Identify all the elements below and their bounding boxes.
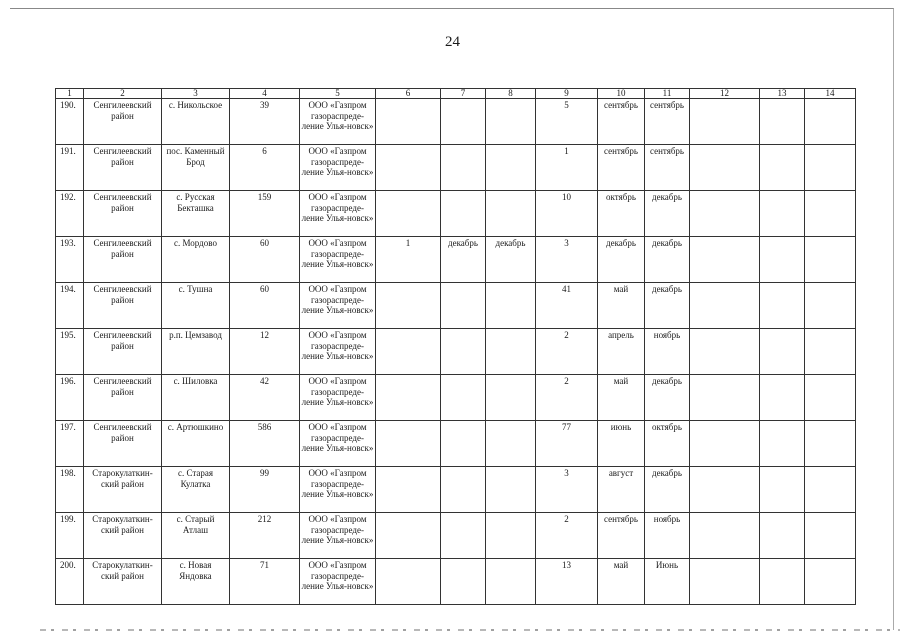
col11-cell: ноябрь: [645, 329, 690, 375]
scan-artifact: [40, 629, 900, 631]
table-row: [56, 283, 856, 329]
col8-cell: [486, 145, 536, 191]
col6-cell: [376, 467, 441, 513]
district-cell: Сенгилеевский район: [84, 329, 162, 375]
table-row: [56, 191, 856, 237]
table-row: [56, 421, 856, 467]
col10-cell: октябрь: [598, 191, 645, 237]
col12-cell: [690, 145, 760, 191]
col7-cell: [441, 375, 486, 421]
col11-cell: декабрь: [645, 237, 690, 283]
col11-cell: декабрь: [645, 375, 690, 421]
column-header: 10: [598, 89, 645, 99]
col7-cell: [441, 513, 486, 559]
count-cell: 159: [230, 191, 300, 237]
col14-cell: [805, 145, 856, 191]
col12-cell: [690, 467, 760, 513]
district-cell: Сенгилеевский район: [84, 191, 162, 237]
column-header: 13: [760, 89, 805, 99]
district-cell: Сенгилеевский район: [84, 237, 162, 283]
col11-cell: сентябрь: [645, 99, 690, 145]
organization-cell: ООО «Газпром газораспреде-ление Улья-новск»: [300, 513, 376, 559]
col10-cell: апрель: [598, 329, 645, 375]
organization-cell: ООО «Газпром газораспреде-ление Улья-новск»: [300, 237, 376, 283]
col12-cell: [690, 375, 760, 421]
col7-cell: [441, 329, 486, 375]
settlement-cell: с. Русская Бекташка: [162, 191, 230, 237]
col9-cell: 2: [536, 329, 598, 375]
col14-cell: [805, 237, 856, 283]
table-row: [56, 467, 856, 513]
col8-cell: [486, 559, 536, 605]
col11-cell: декабрь: [645, 283, 690, 329]
col14-cell: [805, 191, 856, 237]
col7-cell: [441, 467, 486, 513]
col6-cell: [376, 513, 441, 559]
settlement-cell: с. Мордово: [162, 237, 230, 283]
col10-cell: декабрь: [598, 237, 645, 283]
row-number: 198.: [56, 467, 84, 513]
col14-cell: [805, 421, 856, 467]
row-number: 194.: [56, 283, 84, 329]
col13-cell: [760, 467, 805, 513]
col12-cell: [690, 191, 760, 237]
column-header: 11: [645, 89, 690, 99]
col9-cell: 3: [536, 237, 598, 283]
col9-cell: 2: [536, 375, 598, 421]
column-header: 4: [230, 89, 300, 99]
row-number: 200.: [56, 559, 84, 605]
table-row: [56, 329, 856, 375]
col13-cell: [760, 191, 805, 237]
header-row: [56, 89, 856, 99]
col7-cell: [441, 191, 486, 237]
col8-cell: [486, 283, 536, 329]
column-header: 8: [486, 89, 536, 99]
column-header: 7: [441, 89, 486, 99]
col8-cell: [486, 513, 536, 559]
table-row: [56, 145, 856, 191]
col6-cell: [376, 329, 441, 375]
col10-cell: май: [598, 559, 645, 605]
col8-cell: [486, 375, 536, 421]
organization-cell: ООО «Газпром газораспреде-ление Улья-новск»: [300, 191, 376, 237]
col11-cell: сентябрь: [645, 145, 690, 191]
count-cell: 6: [230, 145, 300, 191]
col8-cell: [486, 191, 536, 237]
col6-cell: [376, 375, 441, 421]
col13-cell: [760, 375, 805, 421]
settlement-cell: с. Новая Яндовка: [162, 559, 230, 605]
district-cell: Старокулаткин-ский район: [84, 513, 162, 559]
col14-cell: [805, 513, 856, 559]
column-header: 5: [300, 89, 376, 99]
col10-cell: сентябрь: [598, 99, 645, 145]
col13-cell: [760, 513, 805, 559]
col12-cell: [690, 99, 760, 145]
district-cell: Старокулаткин-ский район: [84, 467, 162, 513]
col9-cell: 77: [536, 421, 598, 467]
row-number: 192.: [56, 191, 84, 237]
count-cell: 586: [230, 421, 300, 467]
settlement-cell: с. Артюшкино: [162, 421, 230, 467]
row-number: 197.: [56, 421, 84, 467]
col13-cell: [760, 329, 805, 375]
col13-cell: [760, 99, 805, 145]
col8-cell: [486, 467, 536, 513]
row-number: 199.: [56, 513, 84, 559]
col9-cell: 5: [536, 99, 598, 145]
row-number: 193.: [56, 237, 84, 283]
organization-cell: ООО «Газпром газораспреде-ление Улья-новск»: [300, 329, 376, 375]
settlement-cell: р.п. Цемзавод: [162, 329, 230, 375]
col13-cell: [760, 237, 805, 283]
col14-cell: [805, 375, 856, 421]
col7-cell: декабрь: [441, 237, 486, 283]
table-row: [56, 99, 856, 145]
column-header: 3: [162, 89, 230, 99]
settlement-cell: с. Шиловка: [162, 375, 230, 421]
col8-cell: декабрь: [486, 237, 536, 283]
col11-cell: октябрь: [645, 421, 690, 467]
row-number: 191.: [56, 145, 84, 191]
data-table: [55, 88, 856, 605]
col9-cell: 3: [536, 467, 598, 513]
col8-cell: [486, 99, 536, 145]
count-cell: 212: [230, 513, 300, 559]
column-header: 12: [690, 89, 760, 99]
col6-cell: [376, 191, 441, 237]
col12-cell: [690, 237, 760, 283]
settlement-cell: пос. Каменный Брод: [162, 145, 230, 191]
col6-cell: [376, 145, 441, 191]
row-number: 190.: [56, 99, 84, 145]
col12-cell: [690, 513, 760, 559]
organization-cell: ООО «Газпром газораспреде-ление Улья-новск»: [300, 99, 376, 145]
col7-cell: [441, 421, 486, 467]
settlement-cell: с. Старая Кулатка: [162, 467, 230, 513]
table-row: [56, 375, 856, 421]
col6-cell: [376, 421, 441, 467]
column-header: 14: [805, 89, 856, 99]
col13-cell: [760, 145, 805, 191]
district-cell: Сенгилеевский район: [84, 375, 162, 421]
col14-cell: [805, 559, 856, 605]
table-row: [56, 513, 856, 559]
organization-cell: ООО «Газпром газораспреде-ление Улья-новск»: [300, 375, 376, 421]
col10-cell: сентябрь: [598, 513, 645, 559]
col12-cell: [690, 559, 760, 605]
count-cell: 99: [230, 467, 300, 513]
col14-cell: [805, 329, 856, 375]
col13-cell: [760, 283, 805, 329]
col10-cell: май: [598, 375, 645, 421]
organization-cell: ООО «Газпром газораспреде-ление Улья-новск»: [300, 283, 376, 329]
col7-cell: [441, 145, 486, 191]
col11-cell: декабрь: [645, 467, 690, 513]
col13-cell: [760, 421, 805, 467]
col10-cell: август: [598, 467, 645, 513]
col12-cell: [690, 421, 760, 467]
col8-cell: [486, 421, 536, 467]
col14-cell: [805, 283, 856, 329]
count-cell: 60: [230, 237, 300, 283]
col12-cell: [690, 329, 760, 375]
count-cell: 42: [230, 375, 300, 421]
column-header: 9: [536, 89, 598, 99]
col9-cell: 10: [536, 191, 598, 237]
col9-cell: 41: [536, 283, 598, 329]
row-number: 195.: [56, 329, 84, 375]
col6-cell: [376, 559, 441, 605]
count-cell: 39: [230, 99, 300, 145]
col11-cell: Июнь: [645, 559, 690, 605]
count-cell: 60: [230, 283, 300, 329]
organization-cell: ООО «Газпром газораспреде-ление Улья-новск»: [300, 145, 376, 191]
district-cell: Сенгилеевский район: [84, 145, 162, 191]
col10-cell: июнь: [598, 421, 645, 467]
col14-cell: [805, 467, 856, 513]
col7-cell: [441, 559, 486, 605]
col12-cell: [690, 283, 760, 329]
col8-cell: [486, 329, 536, 375]
organization-cell: ООО «Газпром газораспреде-ление Улья-новск»: [300, 467, 376, 513]
column-header: 1: [56, 89, 84, 99]
col11-cell: ноябрь: [645, 513, 690, 559]
table-row: [56, 237, 856, 283]
col6-cell: 1: [376, 237, 441, 283]
count-cell: 12: [230, 329, 300, 375]
district-cell: Старокулаткин-ский район: [84, 559, 162, 605]
settlement-cell: с. Старый Атлаш: [162, 513, 230, 559]
organization-cell: ООО «Газпром газораспреде-ление Улья-новск»: [300, 421, 376, 467]
settlement-cell: с. Тушна: [162, 283, 230, 329]
col7-cell: [441, 283, 486, 329]
district-cell: Сенгилеевский район: [84, 421, 162, 467]
organization-cell: ООО «Газпром газораспреде-ление Улья-новск»: [300, 559, 376, 605]
col7-cell: [441, 99, 486, 145]
col13-cell: [760, 559, 805, 605]
settlement-cell: с. Никольское: [162, 99, 230, 145]
district-cell: Сенгилеевский район: [84, 283, 162, 329]
page-number: 24: [445, 34, 460, 50]
column-header: 6: [376, 89, 441, 99]
col10-cell: май: [598, 283, 645, 329]
row-number: 196.: [56, 375, 84, 421]
table-row: [56, 559, 856, 605]
col9-cell: 13: [536, 559, 598, 605]
district-cell: Сенгилеевский район: [84, 99, 162, 145]
col11-cell: декабрь: [645, 191, 690, 237]
col6-cell: [376, 283, 441, 329]
col9-cell: 2: [536, 513, 598, 559]
col6-cell: [376, 99, 441, 145]
column-header: 2: [84, 89, 162, 99]
col10-cell: сентябрь: [598, 145, 645, 191]
col14-cell: [805, 99, 856, 145]
col9-cell: 1: [536, 145, 598, 191]
count-cell: 71: [230, 559, 300, 605]
